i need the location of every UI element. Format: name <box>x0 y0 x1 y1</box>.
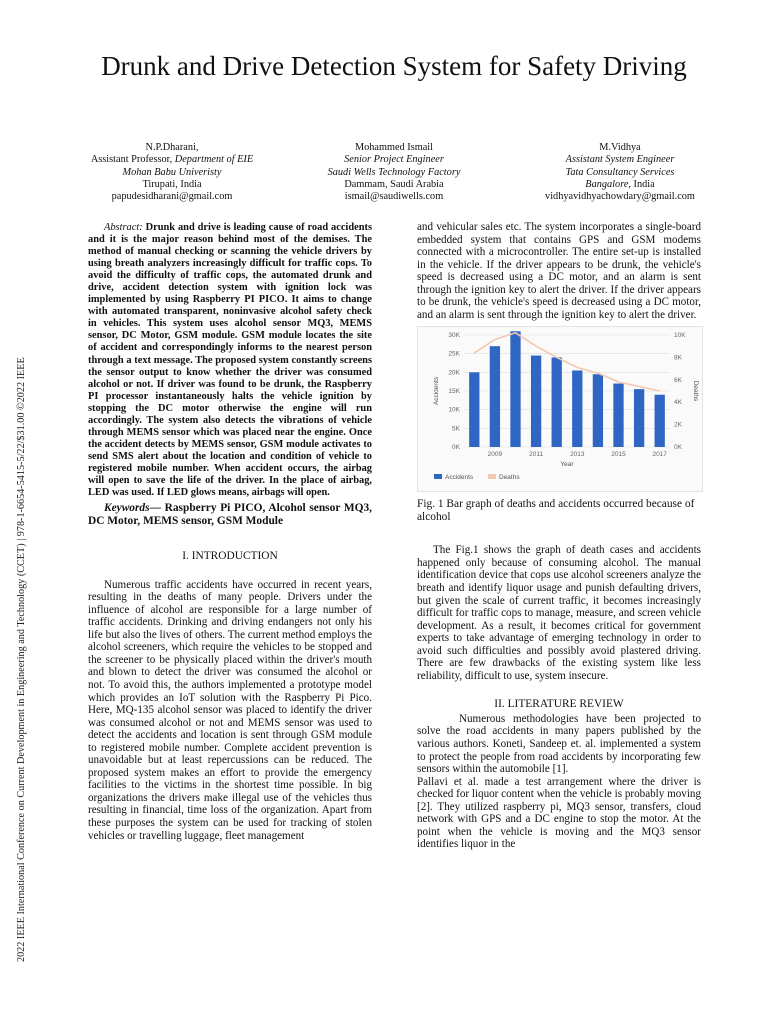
author-2 <box>282 142 506 203</box>
y-tick-label: 20K <box>448 369 460 377</box>
left-column <box>88 222 372 842</box>
x-tick-label: 2017 <box>652 451 667 459</box>
right-column <box>417 221 701 851</box>
keywords-text: — Raspberry Pi PICO, Alcohol sensor MQ3, DC Motor, MEMS sensor, GSM Module <box>88 502 372 528</box>
y2-tick-label: 0K <box>674 444 682 452</box>
figure-1-caption: Fig. 1 Bar graph of deaths and accidents occurred because of alcohol <box>417 498 695 524</box>
x-tick-label: 2011 <box>529 451 544 459</box>
keywords-label: Keywords <box>104 502 150 515</box>
author-1 <box>60 142 284 203</box>
author-email[interactable]: papudesidharani@gmail.com <box>111 191 233 203</box>
y-tick-label: 0K <box>452 444 460 452</box>
author-location: Tirupati, India <box>142 178 202 190</box>
bar-accidents <box>613 384 623 447</box>
bar-accidents <box>510 332 520 448</box>
bar-accidents <box>490 347 500 448</box>
conference-side-note: 2022 IEEE International Conference on Current Development in Engineering and Technology (CCET) | 978-1-6654-5415-5/22/$31.00 ©2022 IEEE <box>16 357 27 962</box>
literature-review-paragraph-2: Pallavi et al. made a test arrangement where the driver is checked for liquor content when the vehicle is probably moving [2]. They utilized raspberry pi, MQ3 sensor, transfers, cloud network with GPS and a DC engine to stop the motor. At the point when the vehicle is moving and the MQ3 sensor identifies liquor in the <box>417 775 701 851</box>
bar-accidents <box>634 390 644 448</box>
author-organization: Tata Consultancy Services <box>565 166 675 178</box>
y2-tick-label: 4K <box>674 399 682 407</box>
bar-chart <box>418 327 702 491</box>
figure-1-chart <box>417 326 703 492</box>
author-3 <box>508 142 732 203</box>
y-tick-label: 15K <box>448 388 460 396</box>
bar-accidents <box>531 356 541 447</box>
y-tick-label: 5K <box>452 425 460 433</box>
introduction-paragraph: Numerous traffic accidents have occurred in recent years, resulting in the deaths of many people. Drivers under the influence of alcohol are responsible for a large number of traffic accidents. Drinking and driving endangers not only his life but also the lives of others. The current method employs the alcohol screeners, which require the vehicles to be stopped and the screener to be physically placed within the driver's mouth and blown to detect the driver was consumed the alcohol or not. To avoid this, the authors implemented a prototype model which provides an IoT solution with the Raspberry Pi Pico. Here, MQ-135 alcohol sensor was placed to identify the driver was consumed alcohol or not and MEMS sensor was used to detect the accidents and location is sent through GSM module to registered mobile number. Complete accident prevention is unavoidable but at least repercussions can be reduced. The proposed system makes an effort to provide the emergency facilities to the victims in the shortest time possible. In big organizations the drivers make illegal use of the vehicles thus resulting in financial, time loss of the organization. Apart from these purposes the system can be used for tracking of stolen vehicles or travelling luggage, fleet management <box>88 578 372 842</box>
author-organization: Mohan Babu Univeristy <box>122 166 222 178</box>
line-deaths <box>474 333 659 391</box>
author-role: Assistant System Engineer <box>565 154 675 166</box>
keywords <box>88 502 372 528</box>
legend-label-deaths: Deaths <box>499 474 520 482</box>
literature-review-paragraph-1: Numerous methodologies have been projected to solve the road accidents in many papers published by the various authors. Koneti, Sandeep et. al. implemented a system to protect the people from road accidents by incorporating few sensors within the automobile [1]. <box>417 712 701 776</box>
bar-accidents <box>655 395 665 447</box>
author-name: Mohammed Ismail <box>354 142 434 153</box>
y2-tick-label: 6K <box>674 377 682 385</box>
legend-swatch-deaths <box>488 474 496 479</box>
author-email[interactable]: vidhyavidhyachowdary@gmail.com <box>545 191 695 203</box>
x-axis-label: Year <box>560 461 574 469</box>
bar-accidents <box>593 375 603 448</box>
author-location: Bangalore, India <box>585 178 655 190</box>
x-tick-label: 2009 <box>487 451 503 459</box>
abstract <box>88 222 372 499</box>
paper-title: Drunk and Drive Detection System for Safety Driving <box>101 51 687 81</box>
abstract-text: Drunk and drive is leading cause of road accidents and it is the major reason behind most of the demises. The method of manual checking or scanning the vehicle drivers by using breath analyzers increasingly difficult for traffic cops. To avoid the difficulty of traffic cops, the automated drunk and drive, accident detection system with ignition lock was implemented by using Raspberry PI PICO. It aims to change with automated transparent, noninvasive alcohol safety check in vehicles. This system uses alcohol sensor MQ3, MEMS sensor, DC Motor, GSM module. GSM module locates the site of accident and correspondingly informs to the nearest person through a text message. The proposed system constantly screens the sensor output to know whether the driver was consumed alcohol or not. If driver was found to be drunk, the Raspberry PI processor instantaneously halts the vehicle ignition by stopping the DC motor otherwise the engine will run accordingly. The system also detects the vibrations of vehicle through MEMS sensor which was placed near the engine. Once the accident detects by MEMS sensor, GSM module activates to send SMS alert about the location and condition of vehicle to registered mobile number. When accident occurs, the airbag will open to save the life of the driver. In the place of airbag, LED was used. If LED glows means, airbags will open. <box>88 222 372 499</box>
y-tick-label: 25K <box>448 351 460 359</box>
section-heading-literature-review: II. LITERATURE REVIEW <box>494 698 624 711</box>
bar-accidents <box>572 371 582 448</box>
author-organization: Saudi Wells Technology Factory <box>327 166 461 178</box>
x-tick-label: 2013 <box>570 451 585 459</box>
y2-tick-label: 2K <box>674 421 682 429</box>
y2-tick-label: 8K <box>674 354 682 362</box>
bar-accidents <box>469 373 479 448</box>
introduction-continued-paragraph: and vehicular sales etc. The system incorporates a single-board embedded system that contains GPS and GSM modems connected with a microcontroller. The entire set-up is installed in the vehicle. If the driver appears to be drunk, the vehicle's speed is decreased using a DC motor, and an alarm is sent through the ignition key to alert the driver. If the driver appears to be drunk, the vehicle's speed is decreased using a DC motor, and an alarm is sent through the ignition key to alert the driver. <box>417 221 701 321</box>
abstract-label: Abstract: <box>104 222 143 233</box>
author-email[interactable]: ismail@saudiwells.com <box>344 191 444 203</box>
section-heading-introduction: I. INTRODUCTION <box>182 550 278 563</box>
author-location: Dammam, Saudi Arabia <box>344 178 444 190</box>
y2-axis-label: Deaths <box>692 381 699 402</box>
author-name: N.P.Dharani, <box>145 142 199 153</box>
author-name: M.Vidhya <box>599 142 641 153</box>
bar-accidents <box>552 358 562 448</box>
author-role: Senior Project Engineer <box>344 154 444 166</box>
figure-discussion-paragraph: The Fig.1 shows the graph of death cases and accidents happened only because of consuming alcohol. The manual identification device that cops use alcohol screeners analyze the breath and identify liquor usage and punish defaulting drivers, but given the scale of current traffic, it becomes increasingly difficult for traffic cops to manage, measure, and screen vehicle development. As a result, it becomes critical for government experts to take advantage of emerging technology in order to avoid such difficulties and possibly avoid plastered driving. There are few drawbacks of the existing system like less reliability, difficult to use, system insecure. <box>417 544 701 682</box>
y2-tick-label: 10K <box>674 332 686 340</box>
y-tick-label: 10K <box>448 407 460 415</box>
legend-swatch-accidents <box>434 474 442 479</box>
x-tick-label: 2015 <box>611 451 626 459</box>
y-tick-label: 30K <box>448 332 460 340</box>
legend-label-accidents: Accidents <box>445 474 474 482</box>
author-affiliation: Assistant Professor, Department of EIE <box>90 154 254 166</box>
y-axis-label: Accidents <box>433 377 440 406</box>
